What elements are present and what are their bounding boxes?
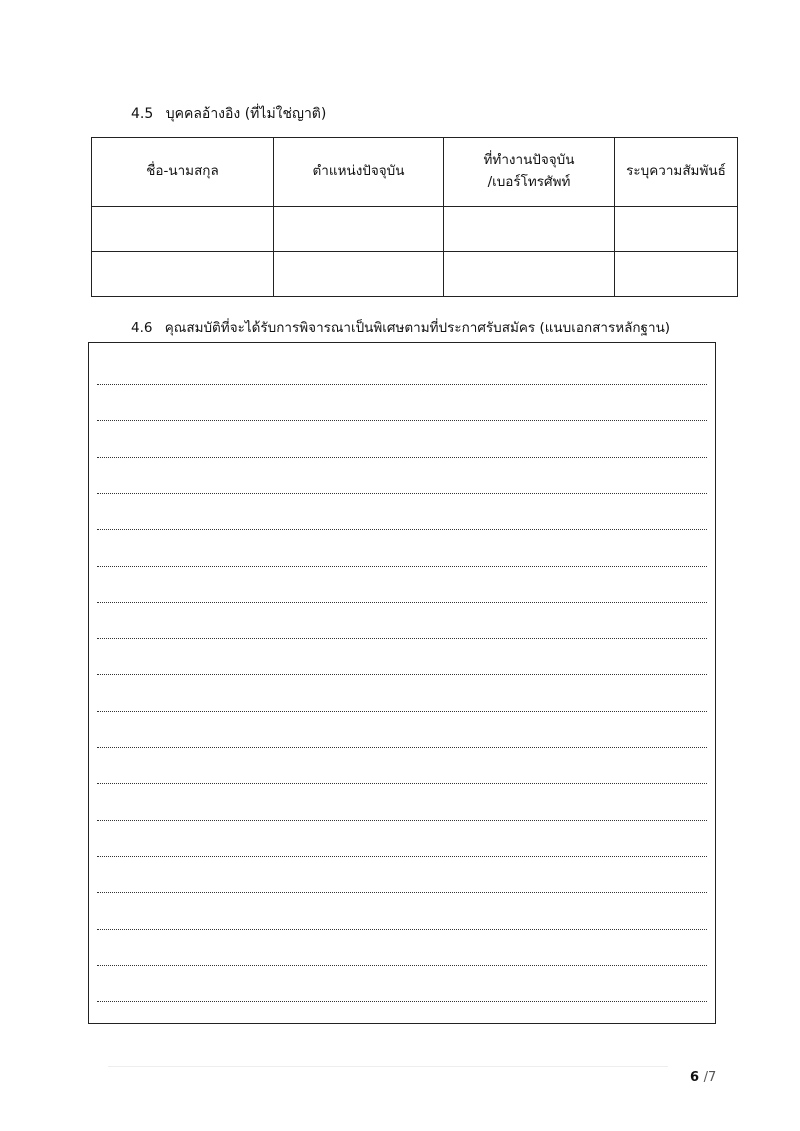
dotted-writing-line[interactable] — [97, 892, 707, 893]
dotted-writing-line[interactable] — [97, 929, 707, 930]
section-title: คุณสมบัติที่จะได้รับการพิจารณาเป็นพิเศษตามที่ประกาศรับสมัคร (แนบเอกสารหลักฐาน) — [164, 320, 671, 336]
dotted-writing-line[interactable] — [97, 674, 707, 675]
column-header-name — [92, 138, 274, 207]
special-qualifications-box — [88, 342, 716, 1024]
table-cell-position[interactable] — [274, 207, 444, 252]
section-4-6-heading — [131, 316, 670, 338]
dotted-writing-line[interactable] — [97, 493, 707, 494]
footer-divider — [108, 1066, 668, 1067]
table-header-row — [92, 138, 738, 207]
table-cell-relationship[interactable] — [615, 207, 738, 252]
dotted-writing-line[interactable] — [97, 1001, 707, 1002]
column-header-position — [274, 138, 444, 207]
dotted-writing-line[interactable] — [97, 638, 707, 639]
dotted-writing-line[interactable] — [97, 711, 707, 712]
table-row — [92, 207, 738, 252]
dotted-writing-line[interactable] — [97, 420, 707, 421]
dotted-writing-line[interactable] — [97, 965, 707, 966]
table-cell-workplace-phone[interactable] — [444, 207, 615, 252]
section-number: 4.5 — [131, 106, 154, 122]
dotted-writing-line[interactable] — [97, 457, 707, 458]
section-title: บุคคลอ้างอิง (ที่ไม่ใช่ญาติ) — [165, 106, 327, 122]
column-header-label-line2: /เบอร์โทรศัพท์ — [487, 174, 571, 190]
table-cell-workplace-phone[interactable] — [444, 252, 615, 297]
column-header-label: ชื่อ-นามสกุล — [146, 163, 219, 180]
section-number: 4.6 — [131, 320, 153, 336]
reference-persons-table — [91, 137, 738, 297]
column-header-relationship — [615, 138, 738, 207]
column-header-workplace-phone — [444, 138, 615, 207]
page-total: 7 — [707, 1070, 717, 1085]
page-current: 6 — [690, 1070, 700, 1085]
dotted-writing-line[interactable] — [97, 820, 707, 821]
dotted-writing-line[interactable] — [97, 529, 707, 530]
section-4-5-heading — [131, 103, 326, 125]
table-cell-name[interactable] — [92, 252, 274, 297]
page-separator: / — [703, 1070, 708, 1085]
dotted-writing-line[interactable] — [97, 783, 707, 784]
table-cell-name[interactable] — [92, 207, 274, 252]
dotted-writing-line[interactable] — [97, 566, 707, 567]
column-header-label: ที่ทำงานปัจจุบัน — [483, 152, 575, 169]
table-cell-relationship[interactable] — [615, 252, 738, 297]
column-header-label: ตำแหน่งปัจจุบัน — [312, 163, 405, 180]
dotted-writing-line[interactable] — [97, 856, 707, 857]
table-row — [92, 252, 738, 297]
table-cell-position[interactable] — [274, 252, 444, 297]
page-number — [690, 1070, 716, 1085]
dotted-writing-line[interactable] — [97, 384, 707, 385]
dotted-writing-line[interactable] — [97, 747, 707, 748]
dotted-writing-line[interactable] — [97, 602, 707, 603]
column-header-label: ระบุความสัมพันธ์ — [626, 163, 726, 180]
